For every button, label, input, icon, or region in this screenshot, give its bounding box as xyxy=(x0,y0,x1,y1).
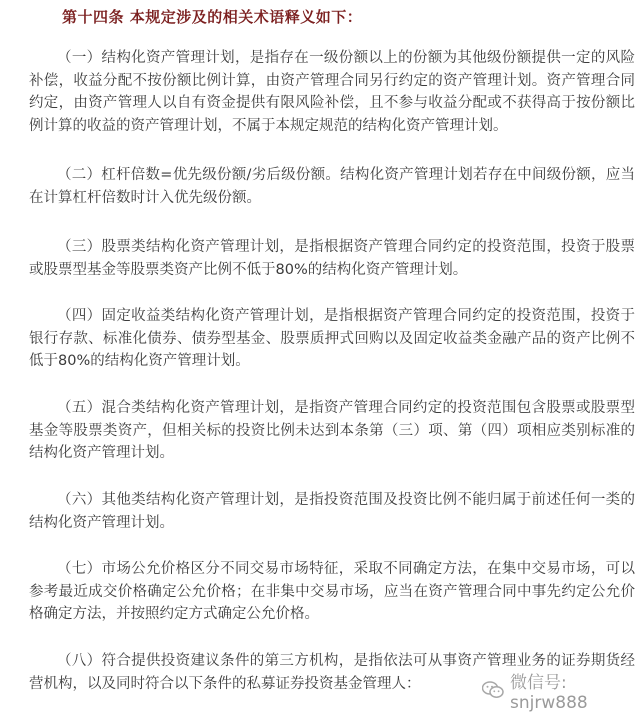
watermark-text: 微信号: snjrw888 xyxy=(510,672,588,713)
paragraph-5: （五）混合类结构化资产管理计划，是指资产管理合同约定的投资范围包含股票或股票型基金等股票类资产，但相关标的投资比例未达到本条第（三）项、第（四）项相应类别标准的结构化资产管理计划。 xyxy=(29,400,635,461)
article-heading: 第十四条 本规定涉及的相关术语释义如下： xyxy=(62,8,363,26)
paragraph-6: （六）其他类结构化资产管理计划，是指投资范围及投资比例不能归属于前述任何一类的结构化资产管理计划。 xyxy=(29,492,635,531)
wechat-icon xyxy=(482,681,504,699)
paragraph-1: （一）结构化资产管理计划，是指存在一级份额以上的份额为其他级份额提供一定的风险补偿，收益分配不按份额比例计算，由资产管理合同另行约定的资产管理计划。资产管理合同约定，由资产管理人以自有资金提供有限风险补偿，且不参与收益分配或不获得高于按份额比例计算的收益的资产管理计划，不属于本规定规范的结构化资产管理计划。 xyxy=(29,50,635,134)
paragraph-7: （七）市场公允价格区分不同交易市场特征，采取不同确定方法，在集中交易市场，可以参考最近成交价格确定公允价格；在非集中交易市场，应当在资产管理合同中事先约定公允价格确定方法，并按照约定方式确定公允价格。 xyxy=(29,561,635,622)
paragraph-3: （三）股票类结构化资产管理计划，是指根据资产管理合同约定的投资范围，投资于股票或股票型基金等股票类资产比例不低于80%的结构化资产管理计划。 xyxy=(29,239,635,278)
wechat-watermark xyxy=(478,672,640,713)
paragraph-8: （八）符合提供投资建议条件的第三方机构，是指依法可从事资产管理业务的证券期货经营机构，以及同时符合以下条件的私募证券投资基金管理人： xyxy=(29,653,635,692)
paragraph-2: （二）杠杆倍数=优先级份额/劣后级份额。结构化资产管理计划若存在中间级份额，应当在计算杠杆倍数时计入优先级份额。 xyxy=(29,167,635,206)
paragraph-4: （四）固定收益类结构化资产管理计划，是指根据资产管理合同约定的投资范围，投资于银行存款、标准化债券、债券型基金、股票质押式回购以及固定收益类金融产品的资产比例不低于80%的结构化资产管理计划。 xyxy=(29,308,635,369)
